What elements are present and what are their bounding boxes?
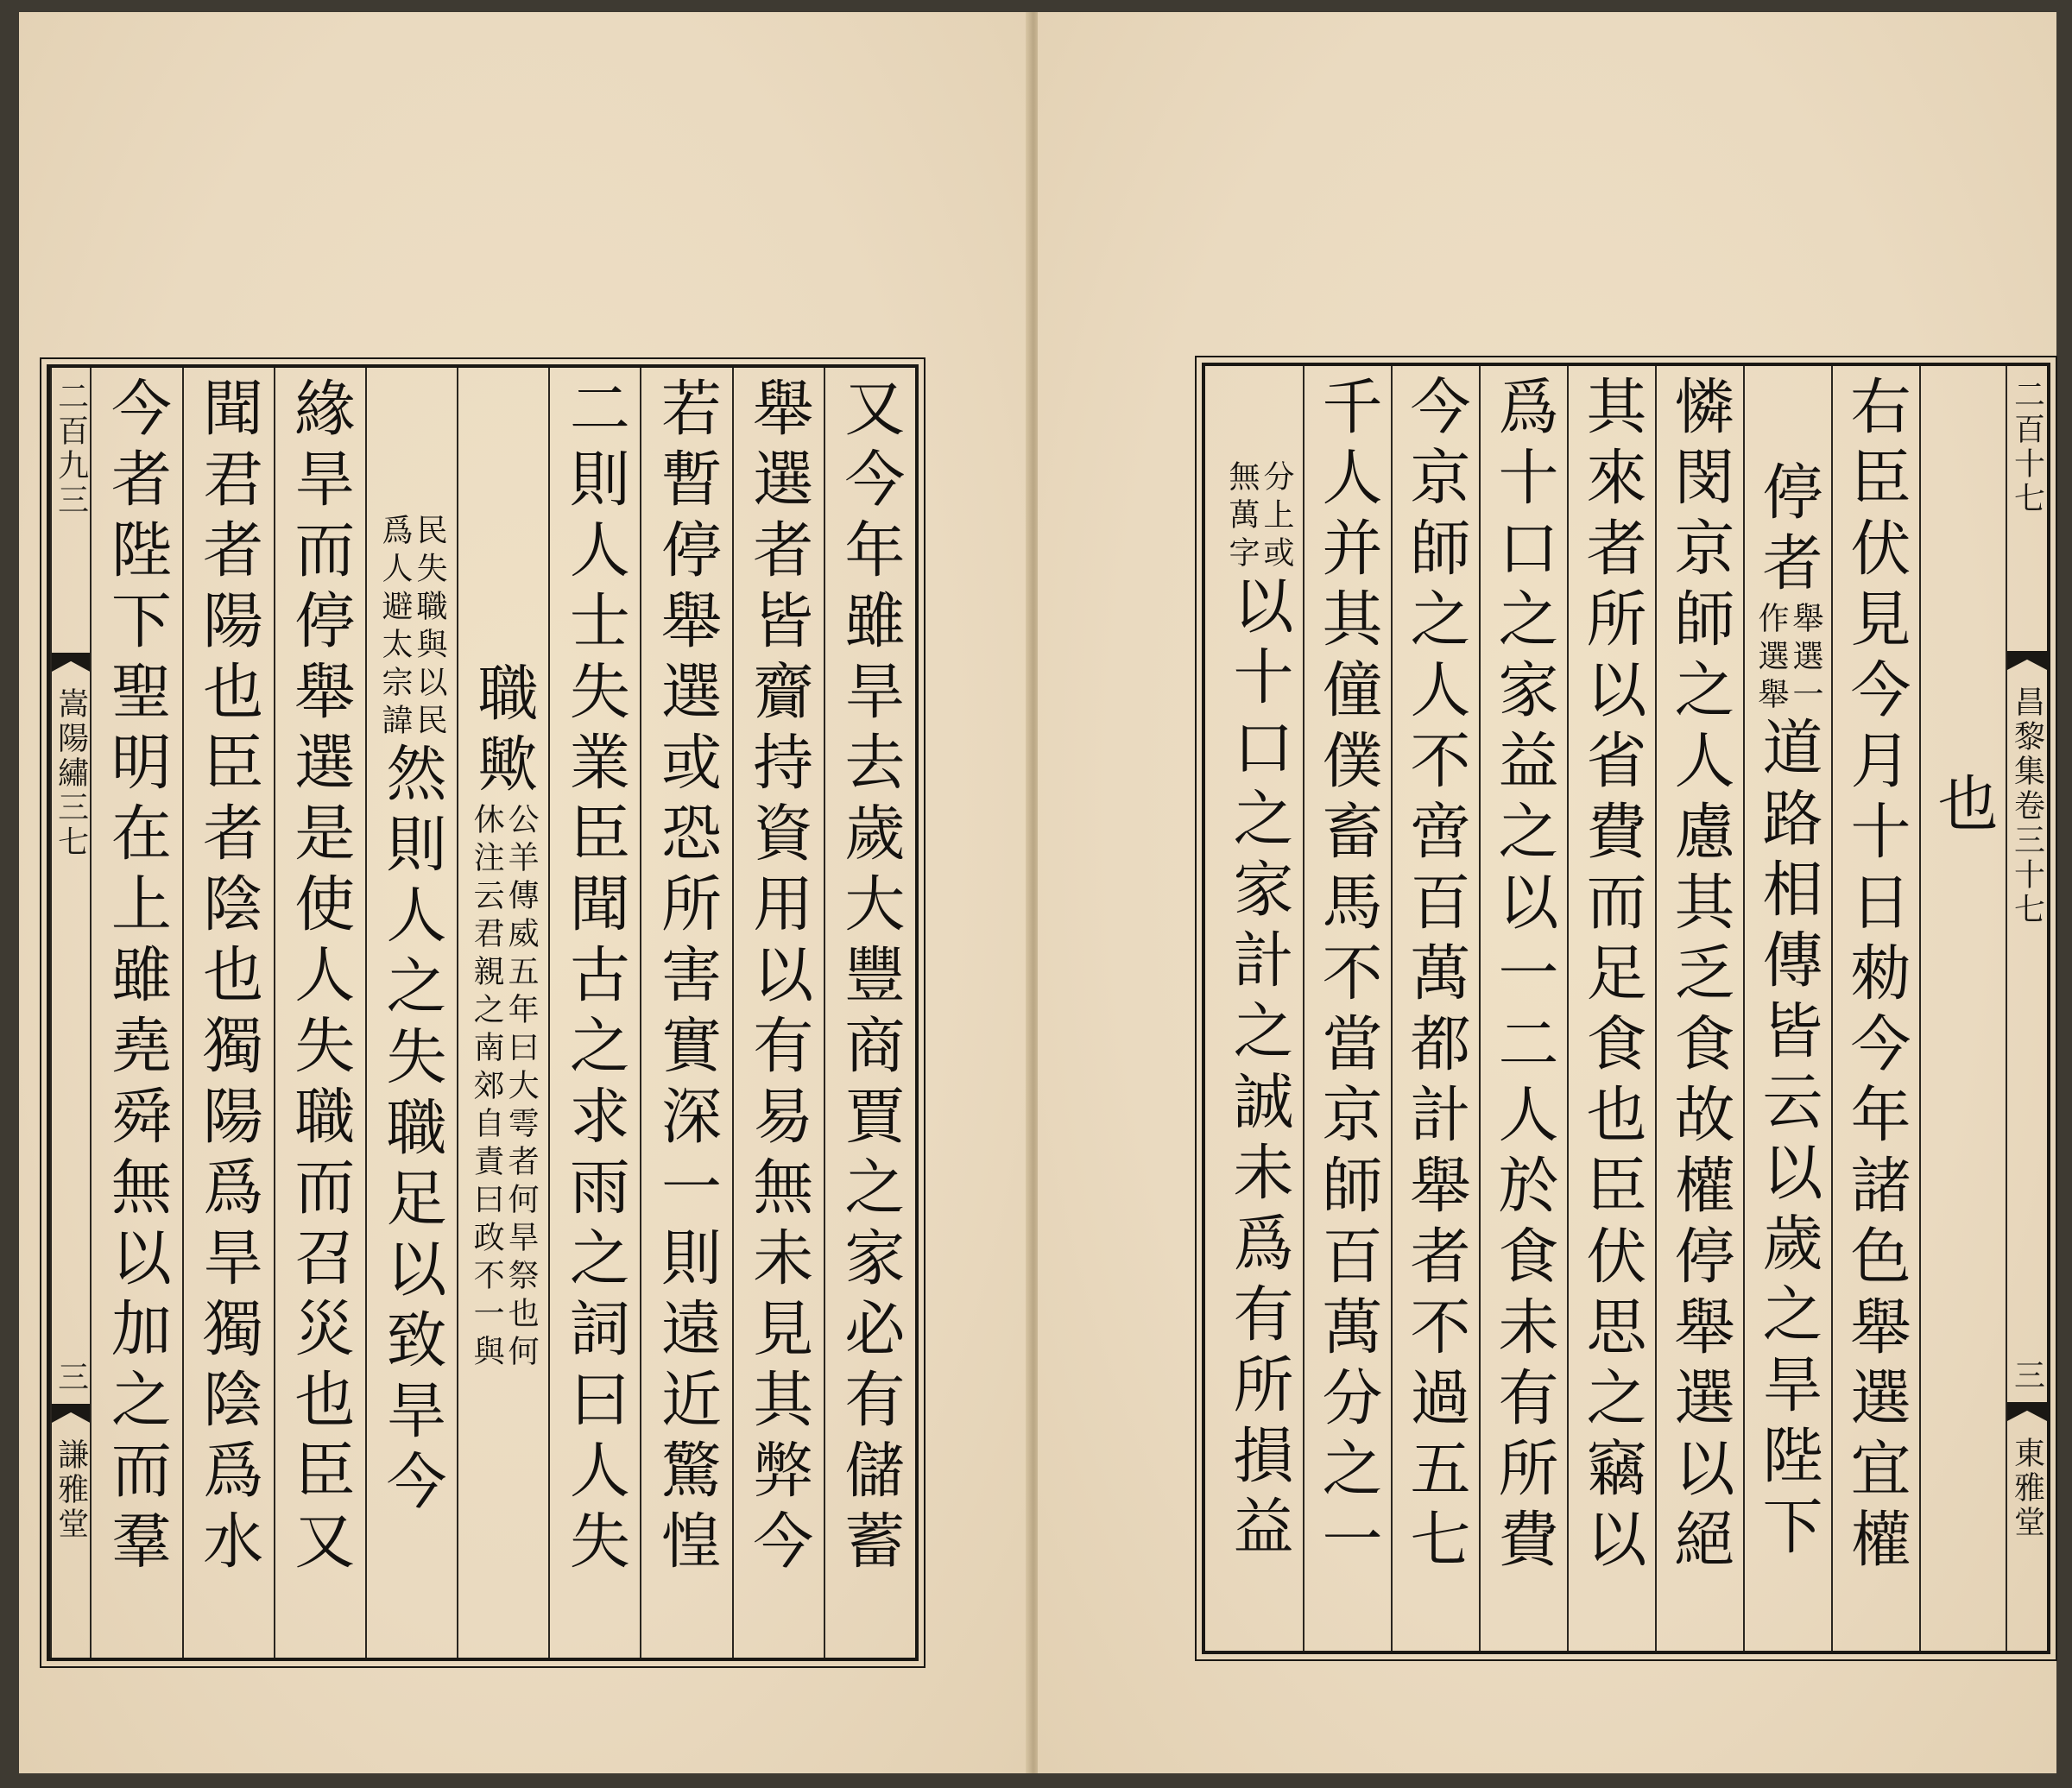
banxin-folio: 三	[53, 1361, 89, 1395]
right-col-2: 右臣伏見今月十日勑今年諸色舉選宜權	[1831, 366, 1919, 1651]
left-col-5: 職歟 公羊傳威五年曰大雩者何旱祭也何 休注云君親之南郊自責曰政不一與	[457, 368, 548, 1658]
right-print-frame	[1202, 363, 2050, 1654]
banxin-title: 昌黎集卷三十七	[2009, 686, 2045, 927]
left-col-9: 今者陛下聖明在上雖堯舜無以加之而羣	[90, 368, 181, 1658]
banxin-number: 二百九三	[53, 380, 89, 518]
annotation: 公羊傳威五年曰大雩者何旱祭也何	[503, 803, 540, 1373]
annotation: 民失職與以民	[411, 514, 447, 742]
annotation: 休注云君親之南郊自責曰政不一與	[469, 803, 505, 1373]
fish-tail-mark	[52, 653, 90, 672]
left-col-4: 二則人士失業臣聞古之求雨之詞曰人失	[548, 368, 640, 1658]
banxin-folio: 三	[2009, 1359, 2045, 1393]
right-col-6: 爲十口之家益之以一二人於食未有所費	[1479, 366, 1567, 1651]
annotation: 舉選一	[1788, 602, 1823, 716]
right-col-5: 其來者所以省費而足食也臣伏思之竊以	[1567, 366, 1655, 1651]
left-col-1: 又今年雖旱去歲大豐商賈之家必有儲蓄	[824, 368, 915, 1658]
banxin-publisher: 謙雅堂	[53, 1438, 89, 1542]
banxin-number: 二百十七	[2009, 378, 2045, 516]
left-print-frame	[47, 364, 919, 1661]
left-col-8: 聞君者陽也臣者陰也獨陽爲旱獨陰爲水	[182, 368, 274, 1658]
right-col-9: 分上或 無萬字 以十口之家計之誠未爲有所損益	[1223, 460, 1294, 1565]
left-page	[19, 12, 1029, 1773]
banxin-publisher: 東雅堂	[2009, 1437, 2045, 1540]
annotation: 無萬字	[1224, 460, 1260, 574]
right-page	[1038, 12, 2056, 1773]
right-col-3: 停者 舉選一 作選舉 道路相傳皆云以歲之旱陛下	[1743, 366, 1831, 1651]
right-col-4: 憐閔京師之人慮其乏食故權停舉選以絕	[1655, 366, 1743, 1651]
left-col-6: 民失職與以民 爲人避太宗諱 然則人之失職足以致旱今	[365, 368, 457, 1658]
right-banxin	[2006, 366, 2047, 1651]
right-col-7: 今京師之人不啻百萬都計舉者不過五七	[1391, 366, 1479, 1651]
fish-tail-mark	[2007, 651, 2047, 670]
left-banxin	[50, 368, 90, 1658]
left-col-7: 緣旱而停舉選是使人失職而召災也臣又	[274, 368, 365, 1658]
banxin-title: 嵩陽繡三七	[53, 687, 89, 860]
left-col-3: 若暫停舉選或恐所害實深一則遠近驚惶	[640, 368, 731, 1658]
annotation: 爲人避太宗諱	[376, 514, 413, 742]
annotation: 作選舉	[1753, 602, 1789, 716]
fish-tail-mark	[2007, 1402, 2047, 1421]
fish-tail-mark	[52, 1404, 90, 1423]
left-col-2: 舉選者皆齎持資用以有易無未見其弊今	[732, 368, 824, 1658]
right-col-1: 也	[1919, 366, 2006, 1651]
right-col-8: 千人并其僮僕畜馬不當京師百萬分之一	[1303, 366, 1391, 1651]
annotation: 分上或	[1259, 460, 1294, 574]
